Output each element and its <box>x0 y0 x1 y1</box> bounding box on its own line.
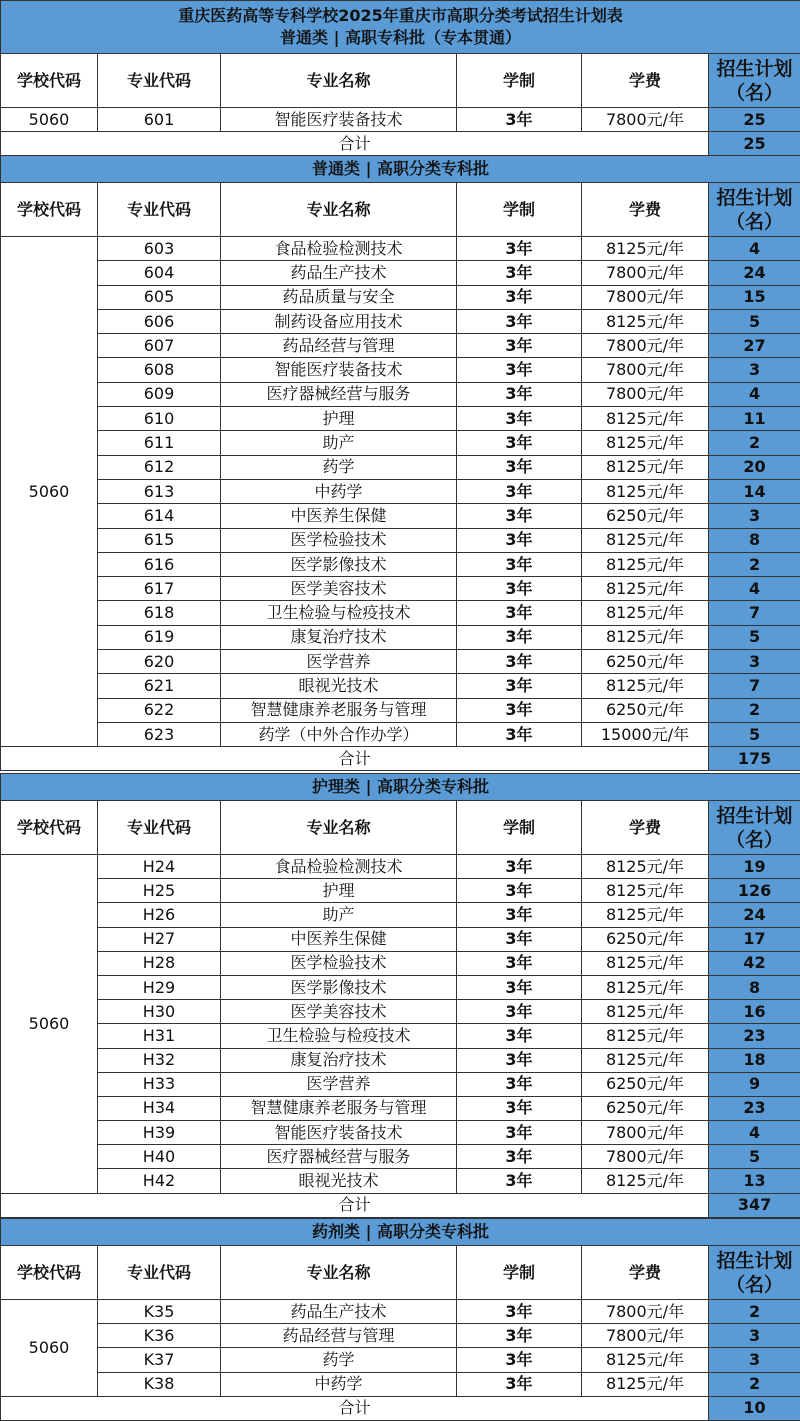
major-code-cell: H26 <box>98 903 221 927</box>
major-name-cell: 卫生检验与检疫技术 <box>221 1024 457 1048</box>
table-row <box>1 903 800 927</box>
duration-cell: 3年 <box>457 528 582 552</box>
plan-cell: 27 <box>709 334 800 358</box>
major-name-cell: 智慧健康养老服务与管理 <box>221 698 457 722</box>
major-code-cell: 604 <box>98 261 221 285</box>
fee-cell: 7800元/年 <box>582 334 709 358</box>
table-row <box>1 650 800 674</box>
major-name-cell: 智慧健康养老服务与管理 <box>221 1096 457 1120</box>
total-label: 合计 <box>1 1193 709 1217</box>
major-code-cell: 613 <box>98 479 221 503</box>
duration-cell: 3年 <box>457 903 582 927</box>
duration-cell: 3年 <box>457 577 582 601</box>
plan-cell: 24 <box>709 903 800 927</box>
fee-cell: 8125元/年 <box>582 1169 709 1193</box>
duration-cell: 3年 <box>457 108 582 132</box>
fee-cell: 8125元/年 <box>582 577 709 601</box>
duration-cell: 3年 <box>457 975 582 999</box>
table-row <box>1 504 800 528</box>
table-row <box>1 927 800 951</box>
duration-cell: 3年 <box>457 1169 582 1193</box>
table-row <box>1 674 800 698</box>
plan-cell: 11 <box>709 407 800 431</box>
major-code-cell: 609 <box>98 382 221 406</box>
major-code-cell: 617 <box>98 577 221 601</box>
plan-cell: 13 <box>709 1169 800 1193</box>
major-code-cell: H29 <box>98 975 221 999</box>
duration-cell: 3年 <box>457 1072 582 1096</box>
table-row <box>1 601 800 625</box>
table-row <box>1 455 800 479</box>
col-major-code: 专业代码 <box>98 54 221 108</box>
fee-cell: 8125元/年 <box>582 479 709 503</box>
duration-cell: 3年 <box>457 601 582 625</box>
plan-cell: 2 <box>709 1300 800 1324</box>
duration-cell: 3年 <box>457 382 582 406</box>
plan-cell: 4 <box>709 1121 800 1145</box>
table-row <box>1 309 800 333</box>
fee-cell: 8125元/年 <box>582 1024 709 1048</box>
duration-cell: 3年 <box>457 1048 582 1072</box>
major-code-cell: H32 <box>98 1048 221 1072</box>
col-major-name: 专业名称 <box>221 183 457 237</box>
fee-cell: 15000元/年 <box>582 722 709 746</box>
table-row <box>1 577 800 601</box>
table-row <box>1 1048 800 1072</box>
table-row <box>1 431 800 455</box>
table-row <box>1 1024 800 1048</box>
major-name-cell: 药学（中外合作办学） <box>221 722 457 746</box>
major-name-cell: 食品检验检测技术 <box>221 855 457 879</box>
major-name-cell: 卫生检验与检疫技术 <box>221 601 457 625</box>
fee-cell: 6250元/年 <box>582 698 709 722</box>
section-title: 护理类 | 高职分类专科批 <box>1 774 800 801</box>
duration-cell: 3年 <box>457 625 582 649</box>
major-name-cell: 护理 <box>221 407 457 431</box>
col-fee: 学费 <box>582 54 709 108</box>
col-major-code: 专业代码 <box>98 183 221 237</box>
fee-cell: 8125元/年 <box>582 1372 709 1396</box>
plan-cell: 15 <box>709 285 800 309</box>
col-major-code: 专业代码 <box>98 1246 221 1300</box>
major-name-cell: 医疗器械经营与服务 <box>221 1145 457 1169</box>
fee-cell: 8125元/年 <box>582 528 709 552</box>
major-name-cell: 医学影像技术 <box>221 552 457 576</box>
fee-cell: 8125元/年 <box>582 855 709 879</box>
fee-cell: 7800元/年 <box>582 285 709 309</box>
table-row <box>1 407 800 431</box>
fee-cell: 7800元/年 <box>582 108 709 132</box>
fee-cell: 8125元/年 <box>582 601 709 625</box>
fee-cell: 8125元/年 <box>582 455 709 479</box>
table-row <box>1 358 800 382</box>
title-main: 重庆医药高等专科学校2025年重庆市高职分类考试招生计划表 <box>1 5 800 27</box>
title-sub: 普通类 | 高职专科批（专本贯通） <box>1 27 800 49</box>
table-row <box>1 1324 800 1348</box>
section-title: 普通类 | 高职分类专科批 <box>1 156 800 183</box>
plan-cell: 16 <box>709 1000 800 1024</box>
fee-cell: 7800元/年 <box>582 382 709 406</box>
fee-cell: 7800元/年 <box>582 261 709 285</box>
major-code-cell: K37 <box>98 1348 221 1372</box>
major-name-cell: 中医养生保健 <box>221 504 457 528</box>
major-code-cell: H30 <box>98 1000 221 1024</box>
plan-cell: 8 <box>709 528 800 552</box>
major-code-cell: 622 <box>98 698 221 722</box>
total-value: 175 <box>709 747 800 771</box>
major-name-cell: 医学美容技术 <box>221 577 457 601</box>
fee-cell: 6250元/年 <box>582 650 709 674</box>
plan-cell: 25 <box>709 108 800 132</box>
fee-cell: 8125元/年 <box>582 975 709 999</box>
plan-cell: 7 <box>709 601 800 625</box>
table-row <box>1 334 800 358</box>
table-row <box>1 951 800 975</box>
total-value: 10 <box>709 1396 800 1420</box>
plan-cell: 18 <box>709 1048 800 1072</box>
column-header-row <box>1 801 800 855</box>
total-label: 合计 <box>1 1396 709 1420</box>
major-code-cell: 619 <box>98 625 221 649</box>
duration-cell: 3年 <box>457 879 582 903</box>
major-code-cell: 603 <box>98 237 221 261</box>
major-name-cell: 护理 <box>221 879 457 903</box>
major-name-cell: 智能医疗装备技术 <box>221 108 457 132</box>
plan-cell: 5 <box>709 722 800 746</box>
major-code-cell: 611 <box>98 431 221 455</box>
school-code-cell: 5060 <box>1 237 98 747</box>
table-row <box>1 261 800 285</box>
plan-cell: 2 <box>709 431 800 455</box>
major-name-cell: 智能医疗装备技术 <box>221 1121 457 1145</box>
major-name-cell: 眼视光技术 <box>221 1169 457 1193</box>
major-name-cell: 康复治疗技术 <box>221 625 457 649</box>
plan-cell: 20 <box>709 455 800 479</box>
major-name-cell: 医学影像技术 <box>221 975 457 999</box>
duration-cell: 3年 <box>457 1121 582 1145</box>
plan-cell: 4 <box>709 577 800 601</box>
col-major-code: 专业代码 <box>98 801 221 855</box>
col-school-code: 学校代码 <box>1 54 98 108</box>
plan-cell: 3 <box>709 358 800 382</box>
major-code-cell: H25 <box>98 879 221 903</box>
fee-cell: 8125元/年 <box>582 431 709 455</box>
table-row <box>1 1072 800 1096</box>
section-table <box>0 773 800 1218</box>
total-label: 合计 <box>1 132 709 156</box>
duration-cell: 3年 <box>457 358 582 382</box>
major-name-cell: 药品生产技术 <box>221 261 457 285</box>
plan-cell: 2 <box>709 1372 800 1396</box>
col-plan: 招生计划（名） <box>709 801 800 855</box>
major-name-cell: 康复治疗技术 <box>221 1048 457 1072</box>
table-row <box>1 975 800 999</box>
table-row <box>1 1145 800 1169</box>
fee-cell: 6250元/年 <box>582 1072 709 1096</box>
major-name-cell: 药学 <box>221 1348 457 1372</box>
duration-cell: 3年 <box>457 455 582 479</box>
duration-cell: 3年 <box>457 650 582 674</box>
fee-cell: 8125元/年 <box>582 552 709 576</box>
major-name-cell: 医学美容技术 <box>221 1000 457 1024</box>
major-code-cell: H27 <box>98 927 221 951</box>
major-code-cell: 618 <box>98 601 221 625</box>
plan-cell: 19 <box>709 855 800 879</box>
col-school-code: 学校代码 <box>1 801 98 855</box>
table-row <box>1 237 800 261</box>
col-school-code: 学校代码 <box>1 1246 98 1300</box>
plan-cell: 14 <box>709 479 800 503</box>
major-name-cell: 助产 <box>221 431 457 455</box>
major-name-cell: 医学营养 <box>221 650 457 674</box>
plan-cell: 5 <box>709 309 800 333</box>
major-name-cell: 中药学 <box>221 479 457 503</box>
duration-cell: 3年 <box>457 1300 582 1324</box>
major-code-cell: H42 <box>98 1169 221 1193</box>
col-plan: 招生计划（名） <box>709 183 800 237</box>
duration-cell: 3年 <box>457 951 582 975</box>
duration-cell: 3年 <box>457 237 582 261</box>
section-table <box>0 1218 800 1421</box>
major-code-cell: 621 <box>98 674 221 698</box>
col-duration: 学制 <box>457 183 582 237</box>
major-name-cell: 医学检验技术 <box>221 951 457 975</box>
major-code-cell: H34 <box>98 1096 221 1120</box>
plan-cell: 23 <box>709 1096 800 1120</box>
major-code-cell: 605 <box>98 285 221 309</box>
duration-cell: 3年 <box>457 698 582 722</box>
duration-cell: 3年 <box>457 552 582 576</box>
major-code-cell: 615 <box>98 528 221 552</box>
duration-cell: 3年 <box>457 431 582 455</box>
col-duration: 学制 <box>457 54 582 108</box>
fee-cell: 7800元/年 <box>582 1121 709 1145</box>
duration-cell: 3年 <box>457 855 582 879</box>
table-row <box>1 552 800 576</box>
total-value: 347 <box>709 1193 800 1217</box>
plan-cell: 3 <box>709 650 800 674</box>
plan-cell: 23 <box>709 1024 800 1048</box>
duration-cell: 3年 <box>457 261 582 285</box>
major-code-cell: H31 <box>98 1024 221 1048</box>
major-code-cell: H33 <box>98 1072 221 1096</box>
major-name-cell: 药品经营与管理 <box>221 334 457 358</box>
duration-cell: 3年 <box>457 1024 582 1048</box>
table-row <box>1 1300 800 1324</box>
page-title <box>1 1 800 54</box>
table-row <box>1 722 800 746</box>
table-row <box>1 1000 800 1024</box>
duration-cell: 3年 <box>457 1000 582 1024</box>
duration-cell: 3年 <box>457 309 582 333</box>
total-value: 25 <box>709 132 800 156</box>
table-row <box>1 1348 800 1372</box>
duration-cell: 3年 <box>457 334 582 358</box>
col-major-name: 专业名称 <box>221 1246 457 1300</box>
major-code-cell: H28 <box>98 951 221 975</box>
major-code-cell: H40 <box>98 1145 221 1169</box>
section-title: 药剂类 | 高职分类专科批 <box>1 1219 800 1246</box>
major-name-cell: 医学营养 <box>221 1072 457 1096</box>
major-name-cell: 药品质量与安全 <box>221 285 457 309</box>
table-row <box>1 528 800 552</box>
col-fee: 学费 <box>582 183 709 237</box>
major-name-cell: 医疗器械经营与服务 <box>221 382 457 406</box>
table-row <box>1 1121 800 1145</box>
duration-cell: 3年 <box>457 1145 582 1169</box>
fee-cell: 7800元/年 <box>582 1300 709 1324</box>
fee-cell: 8125元/年 <box>582 1048 709 1072</box>
major-name-cell: 中药学 <box>221 1372 457 1396</box>
plan-cell: 4 <box>709 382 800 406</box>
major-code-cell: 620 <box>98 650 221 674</box>
table-row <box>1 625 800 649</box>
fee-cell: 7800元/年 <box>582 1324 709 1348</box>
school-code-cell: 5060 <box>1 108 98 132</box>
major-code-cell: K36 <box>98 1324 221 1348</box>
major-name-cell: 食品检验检测技术 <box>221 237 457 261</box>
table-row <box>1 285 800 309</box>
plan-cell: 3 <box>709 504 800 528</box>
major-name-cell: 智能医疗装备技术 <box>221 358 457 382</box>
table-row <box>1 879 800 903</box>
plan-cell: 17 <box>709 927 800 951</box>
fee-cell: 8125元/年 <box>582 674 709 698</box>
total-row <box>1 132 800 156</box>
fee-cell: 6250元/年 <box>582 504 709 528</box>
fee-cell: 8125元/年 <box>582 309 709 333</box>
fee-cell: 7800元/年 <box>582 1145 709 1169</box>
school-code-cell: 5060 <box>1 855 98 1194</box>
column-header-row <box>1 54 800 108</box>
column-header-row <box>1 183 800 237</box>
duration-cell: 3年 <box>457 1096 582 1120</box>
plan-cell: 5 <box>709 625 800 649</box>
col-duration: 学制 <box>457 801 582 855</box>
table-row <box>1 698 800 722</box>
major-code-cell: 623 <box>98 722 221 746</box>
major-code-cell: 608 <box>98 358 221 382</box>
plan-cell: 7 <box>709 674 800 698</box>
col-fee: 学费 <box>582 801 709 855</box>
plan-cell: 8 <box>709 975 800 999</box>
duration-cell: 3年 <box>457 1348 582 1372</box>
fee-cell: 8125元/年 <box>582 1000 709 1024</box>
fee-cell: 8125元/年 <box>582 407 709 431</box>
plan-cell: 3 <box>709 1324 800 1348</box>
table-row <box>1 855 800 879</box>
major-code-cell: 601 <box>98 108 221 132</box>
major-name-cell: 助产 <box>221 903 457 927</box>
major-code-cell: 606 <box>98 309 221 333</box>
table-row <box>1 108 800 132</box>
col-plan: 招生计划（名） <box>709 1246 800 1300</box>
plan-cell: 42 <box>709 951 800 975</box>
plan-cell: 2 <box>709 698 800 722</box>
duration-cell: 3年 <box>457 927 582 951</box>
plan-cell: 9 <box>709 1072 800 1096</box>
table-row <box>1 382 800 406</box>
table-row <box>1 479 800 503</box>
major-name-cell: 眼视光技术 <box>221 674 457 698</box>
plan-cell: 126 <box>709 879 800 903</box>
duration-cell: 3年 <box>457 722 582 746</box>
section-table <box>0 0 800 156</box>
fee-cell: 8125元/年 <box>582 1348 709 1372</box>
plan-cell: 5 <box>709 1145 800 1169</box>
duration-cell: 3年 <box>457 1372 582 1396</box>
col-plan: 招生计划（名） <box>709 54 800 108</box>
major-code-cell: 612 <box>98 455 221 479</box>
major-name-cell: 中医养生保健 <box>221 927 457 951</box>
major-name-cell: 医学检验技术 <box>221 528 457 552</box>
fee-cell: 6250元/年 <box>582 927 709 951</box>
major-name-cell: 药学 <box>221 455 457 479</box>
major-name-cell: 药品经营与管理 <box>221 1324 457 1348</box>
plan-cell: 4 <box>709 237 800 261</box>
duration-cell: 3年 <box>457 407 582 431</box>
fee-cell: 8125元/年 <box>582 625 709 649</box>
total-row <box>1 1396 800 1420</box>
fee-cell: 7800元/年 <box>582 358 709 382</box>
major-code-cell: 614 <box>98 504 221 528</box>
major-code-cell: K38 <box>98 1372 221 1396</box>
table-row <box>1 1372 800 1396</box>
major-code-cell: K35 <box>98 1300 221 1324</box>
total-row <box>1 747 800 771</box>
plan-cell: 24 <box>709 261 800 285</box>
col-major-name: 专业名称 <box>221 801 457 855</box>
major-code-cell: 616 <box>98 552 221 576</box>
fee-cell: 8125元/年 <box>582 237 709 261</box>
duration-cell: 3年 <box>457 1324 582 1348</box>
fee-cell: 8125元/年 <box>582 879 709 903</box>
duration-cell: 3年 <box>457 285 582 309</box>
plan-cell: 3 <box>709 1348 800 1372</box>
major-code-cell: H24 <box>98 855 221 879</box>
col-major-name: 专业名称 <box>221 54 457 108</box>
column-header-row <box>1 1246 800 1300</box>
major-name-cell: 制药设备应用技术 <box>221 309 457 333</box>
fee-cell: 8125元/年 <box>582 951 709 975</box>
major-code-cell: 610 <box>98 407 221 431</box>
section-table <box>0 155 800 771</box>
major-name-cell: 药品生产技术 <box>221 1300 457 1324</box>
table-row <box>1 1096 800 1120</box>
duration-cell: 3年 <box>457 674 582 698</box>
total-row <box>1 1193 800 1217</box>
fee-cell: 6250元/年 <box>582 1096 709 1120</box>
duration-cell: 3年 <box>457 504 582 528</box>
major-code-cell: H39 <box>98 1121 221 1145</box>
col-duration: 学制 <box>457 1246 582 1300</box>
plan-cell: 2 <box>709 552 800 576</box>
total-label: 合计 <box>1 747 709 771</box>
col-school-code: 学校代码 <box>1 183 98 237</box>
fee-cell: 8125元/年 <box>582 903 709 927</box>
duration-cell: 3年 <box>457 479 582 503</box>
major-code-cell: 607 <box>98 334 221 358</box>
table-row <box>1 1169 800 1193</box>
school-code-cell: 5060 <box>1 1300 98 1397</box>
col-fee: 学费 <box>582 1246 709 1300</box>
